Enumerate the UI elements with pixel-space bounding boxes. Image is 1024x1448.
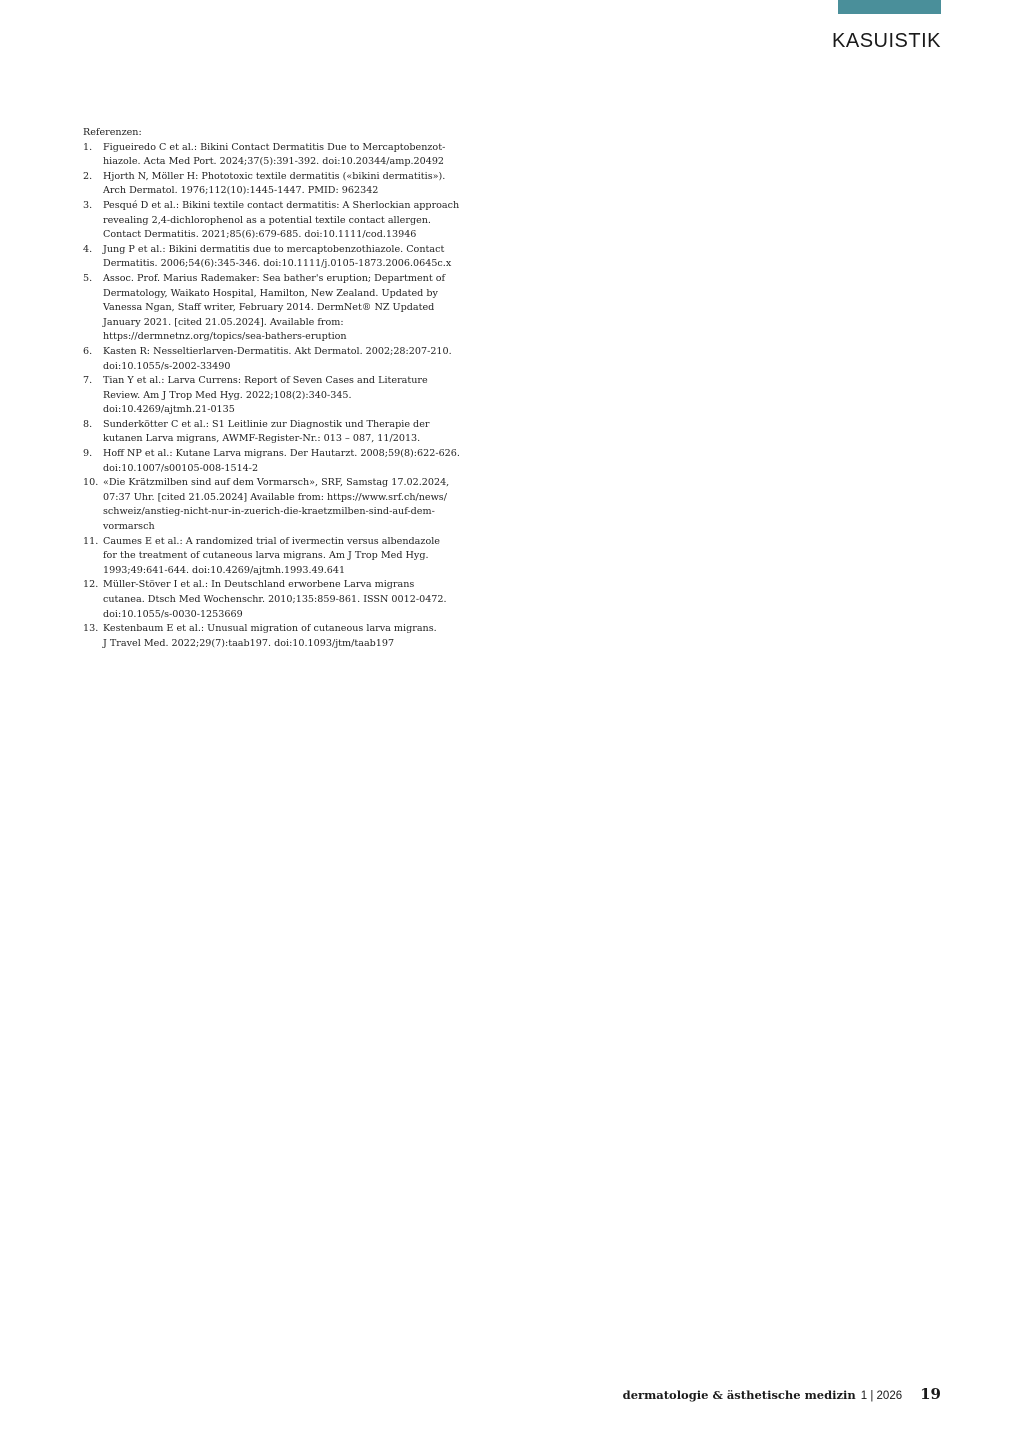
reference-number: 13. xyxy=(83,623,99,635)
page-number: 19 xyxy=(920,1385,941,1403)
reference-item xyxy=(83,141,463,170)
reference-number: 11. xyxy=(83,535,99,547)
reference-number: 2. xyxy=(83,170,93,182)
reference-list xyxy=(83,141,463,652)
reference-number: 9. xyxy=(83,448,93,460)
reference-number: 4. xyxy=(83,243,93,255)
reference-item xyxy=(83,476,463,534)
journal-name: dermatologie & ästhetische medizin xyxy=(622,1388,856,1402)
section-label: KASUISTIK xyxy=(832,30,941,52)
reference-text: Kestenbaum E et al.: Unusual migration of cutaneous larva migrans. J Travel Med. 2022;29(7):taab197. doi:10.1093/jtm/taab197 xyxy=(103,623,437,649)
reference-text: Hjorth N, Möller H: Phototoxic textile dermatitis («bikini dermatitis»). Arch Dermatol. 1976;112(10):1445-1447. PMID: 962342 xyxy=(103,170,446,197)
header-accent-bar xyxy=(838,0,941,14)
reference-text: Kasten R: Nesseltierlarven-Dermatitis. Akt Dermatol. 2002;28:207-210. doi:10.1055/s-2002-33490 xyxy=(103,345,452,372)
reference-item xyxy=(83,243,463,272)
reference-number: 1. xyxy=(83,141,93,153)
reference-text: Tian Y et al.: Larva Currens: Report of Seven Cases and Literature Review. Am J Trop Med Hyg. 2022;108(2):340-345. doi:10.4269/ajtmh.21-0135 xyxy=(103,375,428,416)
reference-text: Assoc. Prof. Marius Rademaker: Sea bather's eruption; Department of Dermatology, Waikato Hospital, Hamilton, New Zealand. Updated by Vanessa Ngan, Staff writer, February 2014. DermNet® NZ Updated January 2021. [cited 21.05.2024]. Available from: https://dermnetnz.org/topics/sea-bathers-eruption xyxy=(103,272,446,343)
reference-item xyxy=(83,199,463,243)
reference-number: 8. xyxy=(83,418,93,430)
reference-text: Müller-Stöver I et al.: In Deutschland erworbene Larva migrans cutanea. Dtsch Med Wochenschr. 2010;135:859-861. ISSN 0012-0472. doi:10.1055/s-0030-1253669 xyxy=(103,579,447,620)
reference-number: 7. xyxy=(83,375,93,387)
reference-item xyxy=(83,578,463,622)
reference-item xyxy=(83,272,463,345)
issue-label: 1 | 2026 xyxy=(860,1390,903,1402)
reference-number: 10. xyxy=(83,477,99,489)
reference-text: «Die Krätzmilben sind auf dem Vormarsch», SRF, Samstag 17.02.2024, 07:37 Uhr. [cited 21.05.2024] Available from: https://www.srf.ch/news/ schweiz/anstieg-nicht-nur-in-zuerich-die-kraetzmilben-sind-auf-dem- vormarsch xyxy=(103,477,450,533)
reference-number: 3. xyxy=(83,199,93,211)
reference-item xyxy=(83,170,463,199)
reference-item xyxy=(83,447,463,476)
page-footer xyxy=(623,1385,941,1403)
reference-item xyxy=(83,418,463,447)
reference-number: 6. xyxy=(83,345,93,357)
reference-item xyxy=(83,622,463,651)
reference-text: Sunderkötter C et al.: S1 Leitlinie zur Diagnostik und Therapie der kutanen Larva migrans, AWMF-Register-Nr.: 013 – 087, 11/2013. xyxy=(103,418,430,445)
references-heading: Referenzen: xyxy=(83,127,142,138)
reference-item xyxy=(83,535,463,579)
reference-text: Caumes E et al.: A randomized trial of ivermectin versus albendazole for the treatment of cutaneous larva migrans. Am J Trop Med Hyg. 1993;49:641-644. doi:10.4269/ajtmh.1993.49.641 xyxy=(103,535,440,576)
references-section xyxy=(83,126,463,651)
reference-text: Hoff NP et al.: Kutane Larva migrans. Der Hautarzt. 2008;59(8):622-626. doi:10.1007/s00105-008-1514-2 xyxy=(103,448,460,474)
reference-item xyxy=(83,345,463,374)
reference-text: Figueiredo C et al.: Bikini Contact Dermatitis Due to Mercaptobenzot- hiazole. Acta Med Port. 2024;37(5):391-392. doi:10.20344/amp.20492 xyxy=(103,141,446,168)
reference-number: 12. xyxy=(83,579,99,591)
reference-item xyxy=(83,374,463,418)
reference-number: 5. xyxy=(83,272,93,284)
reference-text: Pesqué D et al.: Bikini textile contact dermatitis: A Sherlockian approach revealing 2,4-dichlorophenol as a potential textile contact allergen. Contact Dermatitis. 2021;85(6):679-685. doi:10.1111/cod.13946 xyxy=(103,199,460,241)
reference-text: Jung P et al.: Bikini dermatitis due to mercaptobenzothiazole. Contact Dermatitis. 2006;54(6):345-346. doi:10.1111/j.0105-1873.2006.0645c.x xyxy=(103,243,452,270)
